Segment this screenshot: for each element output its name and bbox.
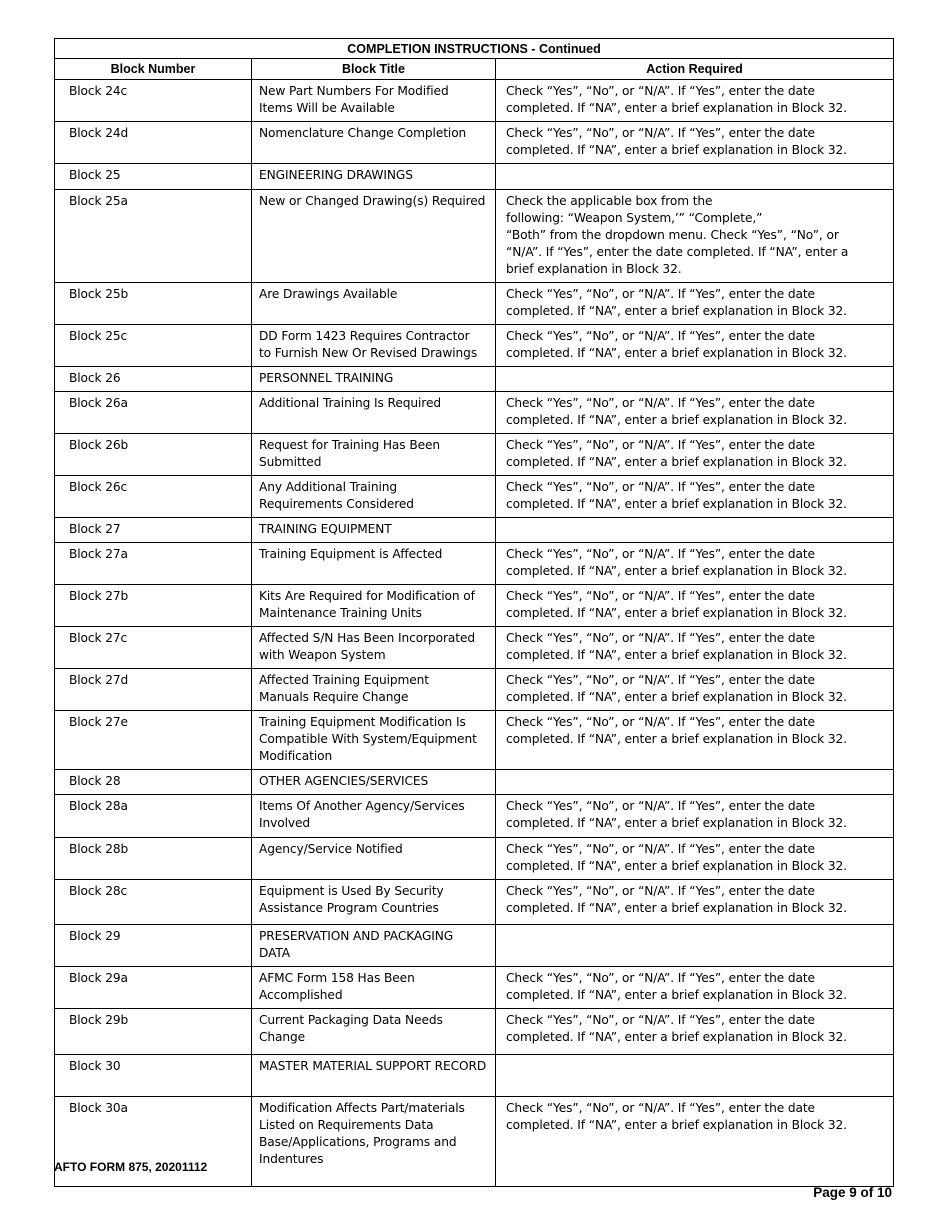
table-row bbox=[55, 392, 894, 434]
table-row bbox=[55, 543, 894, 585]
block-number-cell bbox=[55, 711, 252, 770]
action-required-cell bbox=[496, 925, 894, 967]
block-number-cell-text: Block 25 bbox=[69, 168, 121, 182]
block-title-cell bbox=[252, 1055, 496, 1097]
block-title-cell bbox=[252, 190, 496, 283]
block-title-cell bbox=[252, 1009, 496, 1055]
block-title-cell-text: Agency/Service Notified bbox=[259, 842, 403, 856]
block-title-cell bbox=[252, 795, 496, 838]
block-number-cell-text: Block 27e bbox=[69, 715, 128, 729]
action-required-cell-text: Check the applicable box from the following: “Weapon System,’” “Complete,” “Both” from the dropdown menu. Check “Yes”, “No”, or “N/A”. If “Yes”, enter the date completed. If “NA”, enter a brief explanation in Block 32. bbox=[506, 194, 849, 276]
table-row bbox=[55, 164, 894, 190]
action-required-cell-text: Check “Yes”, “No”, or “N/A”. If “Yes”, enter the date completed. If “NA”, enter a brief explanation in Block 32. bbox=[506, 631, 847, 662]
table-row bbox=[55, 925, 894, 967]
table-row bbox=[55, 325, 894, 367]
action-required-cell bbox=[496, 325, 894, 367]
block-title-cell bbox=[252, 164, 496, 190]
block-title-cell-text: ENGINEERING DRAWINGS bbox=[259, 168, 413, 182]
table-row bbox=[55, 122, 894, 164]
action-required-cell bbox=[496, 476, 894, 518]
block-number-cell-text: Block 30a bbox=[69, 1101, 128, 1115]
action-required-cell-text: Check “Yes”, “No”, or “N/A”. If “Yes”, enter the date completed. If “NA”, enter a brief explanation in Block 32. bbox=[506, 589, 847, 620]
block-title-cell bbox=[252, 283, 496, 325]
table-row bbox=[55, 795, 894, 838]
completion-instructions-table bbox=[54, 38, 894, 1187]
block-title-cell-text: OTHER AGENCIES/SERVICES bbox=[259, 774, 429, 788]
action-required-cell-text: Check “Yes”, “No”, or “N/A”. If “Yes”, enter the date completed. If “NA”, enter a brief explanation in Block 32. bbox=[506, 396, 847, 427]
action-required-cell bbox=[496, 80, 894, 122]
action-required-cell bbox=[496, 164, 894, 190]
block-title-cell bbox=[252, 770, 496, 795]
action-required-cell-text: Check “Yes”, “No”, or “N/A”. If “Yes”, enter the date completed. If “NA”, enter a brief explanation in Block 32. bbox=[506, 799, 847, 830]
block-title-cell-text: Any Additional Training Requirements Considered bbox=[259, 480, 414, 511]
block-title-cell-text: PERSONNEL TRAINING bbox=[259, 371, 394, 385]
action-required-cell-text bbox=[496, 518, 893, 525]
table-row bbox=[55, 967, 894, 1009]
action-required-cell bbox=[496, 770, 894, 795]
table-row bbox=[55, 770, 894, 795]
action-required-cell bbox=[496, 795, 894, 838]
block-title-cell bbox=[252, 367, 496, 392]
table-row bbox=[55, 669, 894, 711]
block-title-cell-text: PRESERVATION AND PACKAGING DATA bbox=[259, 929, 454, 960]
block-number-cell-text: Block 24c bbox=[69, 84, 128, 98]
table-row bbox=[55, 711, 894, 770]
block-number-cell-text: Block 26 bbox=[69, 371, 121, 385]
block-title-cell-text: TRAINING EQUIPMENT bbox=[259, 522, 392, 536]
table-row bbox=[55, 80, 894, 122]
table-row bbox=[55, 518, 894, 543]
column-header-block-number: Block Number bbox=[55, 59, 252, 80]
block-title-cell-text: Current Packaging Data Needs Change bbox=[259, 1013, 443, 1044]
action-required-cell-text: Check “Yes”, “No”, or “N/A”. If “Yes”, enter the date completed. If “NA”, enter a brief explanation in Block 32. bbox=[506, 842, 847, 873]
block-number-cell bbox=[55, 770, 252, 795]
block-number-cell bbox=[55, 325, 252, 367]
column-header-action-required: Action Required bbox=[496, 59, 894, 80]
action-required-cell bbox=[496, 518, 894, 543]
block-title-cell-text: Are Drawings Available bbox=[259, 287, 398, 301]
action-required-cell-text: Check “Yes”, “No”, or “N/A”. If “Yes”, enter the date completed. If “NA”, enter a brief explanation in Block 32. bbox=[506, 884, 847, 915]
table-row bbox=[55, 434, 894, 476]
block-number-cell-text: Block 29b bbox=[69, 1013, 129, 1027]
block-number-cell-text: Block 29 bbox=[69, 929, 121, 943]
block-title-cell bbox=[252, 585, 496, 627]
block-title-cell bbox=[252, 880, 496, 925]
table-body bbox=[55, 80, 894, 1187]
block-title-cell bbox=[252, 543, 496, 585]
form-identifier: AFTO FORM 875, 20201112 bbox=[54, 1160, 208, 1174]
action-required-cell-text: Check “Yes”, “No”, or “N/A”. If “Yes”, enter the date completed. If “NA”, enter a brief explanation in Block 32. bbox=[506, 126, 847, 157]
block-number-cell-text: Block 28b bbox=[69, 842, 129, 856]
block-number-cell-text: Block 24d bbox=[69, 126, 129, 140]
block-number-cell-text: Block 28 bbox=[69, 774, 121, 788]
block-title-cell-text: MASTER MATERIAL SUPPORT RECORD bbox=[259, 1059, 487, 1073]
block-title-cell bbox=[252, 711, 496, 770]
block-title-cell-text: New Part Numbers For Modified Items Will be Available bbox=[259, 84, 449, 115]
action-required-cell bbox=[496, 543, 894, 585]
action-required-cell-text: Check “Yes”, “No”, or “N/A”. If “Yes”, enter the date completed. If “NA”, enter a brief explanation in Block 32. bbox=[506, 480, 847, 511]
block-title-cell bbox=[252, 325, 496, 367]
action-required-cell bbox=[496, 434, 894, 476]
block-number-cell bbox=[55, 880, 252, 925]
table-row bbox=[55, 585, 894, 627]
block-title-cell bbox=[252, 476, 496, 518]
action-required-cell bbox=[496, 711, 894, 770]
block-number-cell-text: Block 27c bbox=[69, 631, 128, 645]
block-number-cell bbox=[55, 190, 252, 283]
action-required-cell bbox=[496, 880, 894, 925]
block-number-cell-text: Block 26c bbox=[69, 480, 128, 494]
action-required-cell-text: Check “Yes”, “No”, or “N/A”. If “Yes”, enter the date completed. If “NA”, enter a brief explanation in Block 32. bbox=[506, 715, 847, 746]
block-title-cell-text: Request for Training Has Been Submitted bbox=[259, 438, 441, 469]
action-required-cell bbox=[496, 669, 894, 711]
table-row bbox=[55, 880, 894, 925]
action-required-cell bbox=[496, 367, 894, 392]
table-row bbox=[55, 190, 894, 283]
table-row bbox=[55, 476, 894, 518]
table-row bbox=[55, 283, 894, 325]
block-number-cell-text: Block 26a bbox=[69, 396, 128, 410]
action-required-cell bbox=[496, 392, 894, 434]
block-number-cell-text: Block 25c bbox=[69, 329, 128, 343]
block-number-cell bbox=[55, 925, 252, 967]
action-required-cell-text: Check “Yes”, “No”, or “N/A”. If “Yes”, enter the date completed. If “NA”, enter a brief explanation in Block 32. bbox=[506, 438, 847, 469]
block-title-cell-text: Modification Affects Part/materials Listed on Requirements Data Base/Applications, Programs and Indentures bbox=[259, 1101, 465, 1166]
block-number-cell-text: Block 28a bbox=[69, 799, 128, 813]
table-title: COMPLETION INSTRUCTIONS - Continued bbox=[55, 39, 894, 59]
block-number-cell bbox=[55, 283, 252, 325]
action-required-cell bbox=[496, 838, 894, 880]
action-required-cell-text bbox=[496, 925, 893, 932]
block-number-cell bbox=[55, 367, 252, 392]
block-number-cell bbox=[55, 434, 252, 476]
table-row bbox=[55, 627, 894, 669]
block-number-cell bbox=[55, 585, 252, 627]
action-required-cell-text: Check “Yes”, “No”, or “N/A”. If “Yes”, enter the date completed. If “NA”, enter a brief explanation in Block 32. bbox=[506, 1101, 847, 1132]
block-title-cell-text: Training Equipment is Affected bbox=[259, 547, 443, 561]
block-title-cell-text: Nomenclature Change Completion bbox=[259, 126, 467, 140]
block-number-cell bbox=[55, 669, 252, 711]
block-title-cell bbox=[252, 434, 496, 476]
block-number-cell bbox=[55, 1055, 252, 1097]
block-title-cell-text: Additional Training Is Required bbox=[259, 396, 441, 410]
block-number-cell bbox=[55, 80, 252, 122]
table-row bbox=[55, 367, 894, 392]
action-required-cell-text: Check “Yes”, “No”, or “N/A”. If “Yes”, enter the date completed. If “NA”, enter a brief explanation in Block 32. bbox=[506, 673, 847, 704]
block-title-cell bbox=[252, 392, 496, 434]
action-required-cell bbox=[496, 585, 894, 627]
table-row bbox=[55, 1009, 894, 1055]
block-number-cell bbox=[55, 795, 252, 838]
action-required-cell bbox=[496, 283, 894, 325]
block-title-cell-text: Items Of Another Agency/Services Involved bbox=[259, 799, 465, 830]
action-required-cell bbox=[496, 190, 894, 283]
action-required-cell-text: Check “Yes”, “No”, or “N/A”. If “Yes”, enter the date completed. If “NA”, enter a brief explanation in Block 32. bbox=[506, 329, 847, 360]
action-required-cell-text: Check “Yes”, “No”, or “N/A”. If “Yes”, enter the date completed. If “NA”, enter a brief explanation in Block 32. bbox=[506, 547, 847, 578]
block-number-cell bbox=[55, 392, 252, 434]
block-number-cell bbox=[55, 543, 252, 585]
page-number: Page 9 of 10 bbox=[813, 1185, 892, 1200]
block-title-cell bbox=[252, 80, 496, 122]
action-required-cell bbox=[496, 1009, 894, 1055]
block-number-cell bbox=[55, 838, 252, 880]
action-required-cell-text bbox=[496, 367, 893, 374]
block-title-cell-text: Kits Are Required for Modification of Maintenance Training Units bbox=[259, 589, 475, 620]
block-number-cell bbox=[55, 476, 252, 518]
block-title-cell-text: Training Equipment Modification Is Compatible With System/Equipment Modification bbox=[259, 715, 477, 763]
block-title-cell bbox=[252, 1097, 496, 1187]
block-number-cell-text: Block 30 bbox=[69, 1059, 121, 1073]
action-required-cell-text bbox=[496, 770, 893, 777]
action-required-cell bbox=[496, 967, 894, 1009]
action-required-cell-text: Check “Yes”, “No”, or “N/A”. If “Yes”, enter the date completed. If “NA”, enter a brief explanation in Block 32. bbox=[506, 1013, 847, 1044]
action-required-cell-text: Check “Yes”, “No”, or “N/A”. If “Yes”, enter the date completed. If “NA”, enter a brief explanation in Block 32. bbox=[506, 287, 847, 318]
block-number-cell bbox=[55, 1009, 252, 1055]
block-number-cell bbox=[55, 164, 252, 190]
action-required-cell bbox=[496, 1055, 894, 1097]
block-number-cell-text: Block 27 bbox=[69, 522, 121, 536]
action-required-cell-text: Check “Yes”, “No”, or “N/A”. If “Yes”, enter the date completed. If “NA”, enter a brief explanation in Block 32. bbox=[506, 84, 847, 115]
table-row bbox=[55, 1055, 894, 1097]
block-number-cell-text: Block 27d bbox=[69, 673, 129, 687]
column-header-block-title: Block Title bbox=[252, 59, 496, 80]
table-row bbox=[55, 838, 894, 880]
block-number-cell-text: Block 25a bbox=[69, 194, 128, 208]
action-required-cell bbox=[496, 122, 894, 164]
block-title-cell bbox=[252, 122, 496, 164]
block-number-cell bbox=[55, 518, 252, 543]
action-required-cell-text bbox=[496, 1055, 893, 1062]
block-title-cell-text: DD Form 1423 Requires Contractor to Furnish New Or Revised Drawings bbox=[259, 329, 478, 360]
action-required-cell-text: Check “Yes”, “No”, or “N/A”. If “Yes”, enter the date completed. If “NA”, enter a brief explanation in Block 32. bbox=[506, 971, 847, 1002]
block-number-cell-text: Block 25b bbox=[69, 287, 129, 301]
block-number-cell-text: Block 29a bbox=[69, 971, 128, 985]
block-title-cell-text: Affected S/N Has Been Incorporated with Weapon System bbox=[259, 631, 475, 662]
block-title-cell-text: New or Changed Drawing(s) Required bbox=[259, 194, 486, 208]
block-title-cell bbox=[252, 669, 496, 711]
action-required-cell bbox=[496, 627, 894, 669]
block-number-cell-text: Block 27b bbox=[69, 589, 129, 603]
block-title-cell-text: Equipment is Used By Security Assistance Program Countries bbox=[259, 884, 444, 915]
block-number-cell-text: Block 26b bbox=[69, 438, 129, 452]
block-title-cell-text: AFMC Form 158 Has Been Accomplished bbox=[259, 971, 415, 1002]
block-title-cell bbox=[252, 925, 496, 967]
block-title-cell bbox=[252, 627, 496, 669]
block-number-cell bbox=[55, 627, 252, 669]
block-number-cell-text: Block 27a bbox=[69, 547, 128, 561]
block-number-cell bbox=[55, 967, 252, 1009]
action-required-cell-text bbox=[496, 164, 893, 171]
block-title-cell bbox=[252, 967, 496, 1009]
block-number-cell-text: Block 28c bbox=[69, 884, 128, 898]
block-title-cell-text: Affected Training Equipment Manuals Require Change bbox=[259, 673, 429, 704]
action-required-cell bbox=[496, 1097, 894, 1187]
block-title-cell bbox=[252, 838, 496, 880]
block-number-cell bbox=[55, 122, 252, 164]
block-title-cell bbox=[252, 518, 496, 543]
